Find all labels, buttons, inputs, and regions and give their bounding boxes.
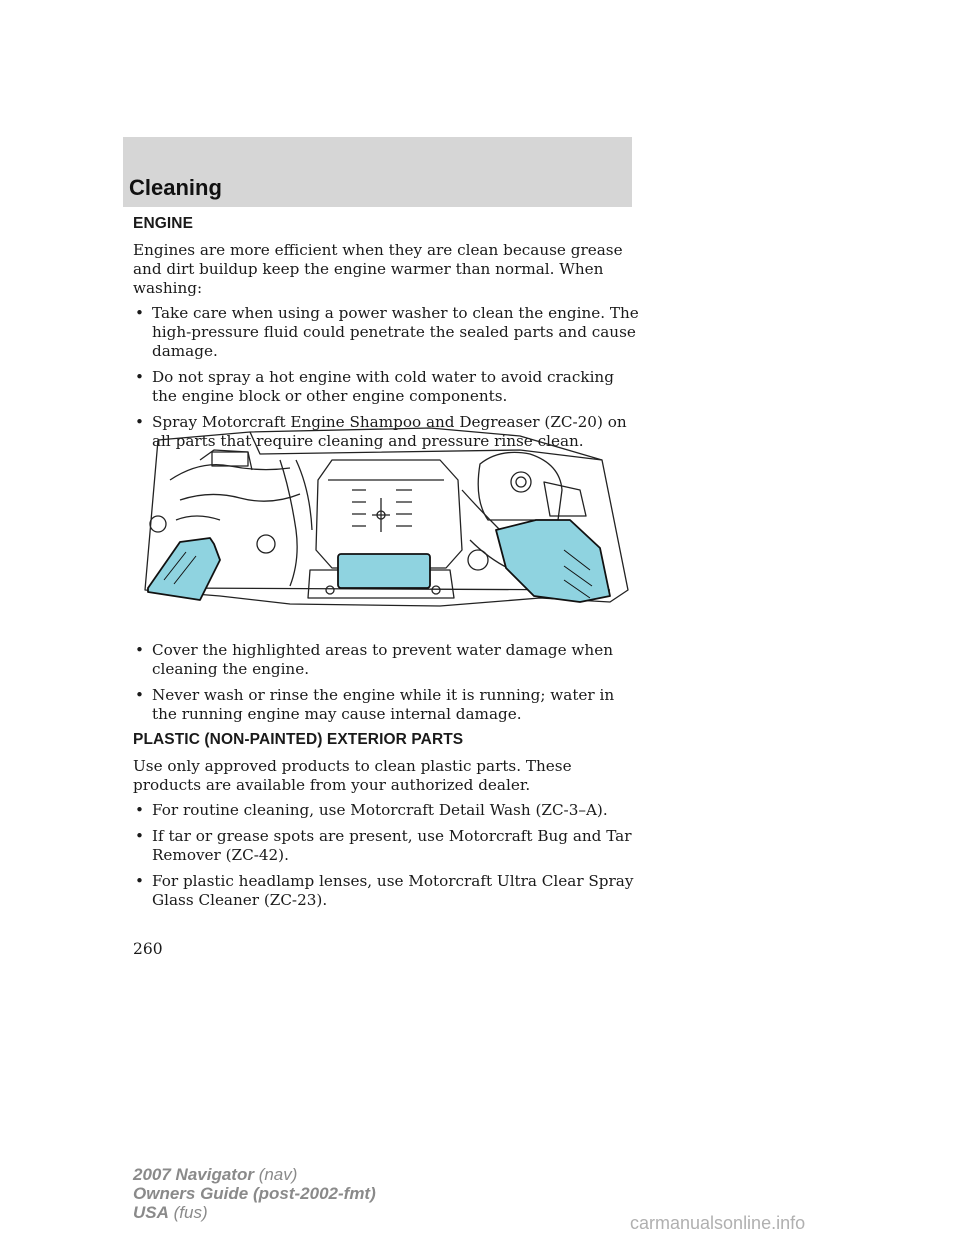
- plastic-heading: PLASTIC (NON-PAINTED) EXTERIOR PARTS: [133, 731, 464, 748]
- list-item: • Cover the highlighted areas to prevent water damage when cleaning the engine.: [135, 641, 613, 678]
- list-item: • Never wash or rinse the engine while it is running; water in the running engine may cause internal damage.: [135, 686, 615, 723]
- bullet-icon: •: [135, 827, 144, 845]
- list-item: • For plastic headlamp lenses, use Motorcraft Ultra Clear Spray Glass Cleaner (ZC-23).: [135, 872, 634, 909]
- list-item: • Do not spray a hot engine with cold water to avoid cracking the engine block or other engine components.: [135, 368, 614, 405]
- plastic-bullet-list: [133, 801, 643, 910]
- bullet-icon: •: [135, 368, 144, 386]
- bullet-icon: •: [135, 872, 144, 890]
- list-item: • Take care when using a power washer to clean the engine. The high-pressure fluid could penetrate the sealed parts and cause damage.: [135, 304, 639, 360]
- bullet-icon: •: [135, 686, 144, 704]
- battery-highlight: [148, 538, 220, 600]
- section-title: Cleaning: [129, 175, 222, 200]
- page-number: 260: [133, 940, 163, 958]
- list-item: • Spray Motorcraft Engine Shampoo and Degreaser (ZC-20) on all parts that require cleaning and pressure rinse clean.: [135, 413, 627, 450]
- plastic-intro: Use only approved products to clean plastic parts. These products are available from your authorized dealer.: [133, 757, 572, 794]
- post-figure-section: [133, 641, 643, 917]
- bullet-icon: •: [135, 641, 144, 659]
- list-item: • For routine cleaning, use Motorcraft Detail Wash (ZC-3–A).: [135, 801, 608, 819]
- footer-market: USA: [133, 1203, 169, 1222]
- footer-guide: Owners Guide (post-2002-fmt): [133, 1184, 376, 1203]
- list-item: • If tar or grease spots are present, use Motorcraft Bug and Tar Remover (ZC-42).: [135, 827, 632, 864]
- engine-compartment-illustration: [140, 420, 632, 620]
- footer-model: 2007 Navigator: [133, 1165, 254, 1184]
- watermark: carmanualsonline.info: [630, 1213, 806, 1233]
- bullet-icon: •: [135, 304, 144, 322]
- document-footer: 2007 Navigator (nav) Owners Guide (post-2002-fmt) USA (fus): [133, 1165, 376, 1222]
- bullet-icon: •: [135, 801, 144, 819]
- intake-highlight: [338, 554, 430, 588]
- engine-bullet-list-2: [133, 641, 643, 724]
- engine-heading: ENGINE: [133, 215, 194, 232]
- engine-intro: Engines are more efficient when they are clean because grease and dirt buildup keep the engine warmer than normal. When washing:: [133, 241, 623, 297]
- bullet-icon: •: [135, 413, 144, 431]
